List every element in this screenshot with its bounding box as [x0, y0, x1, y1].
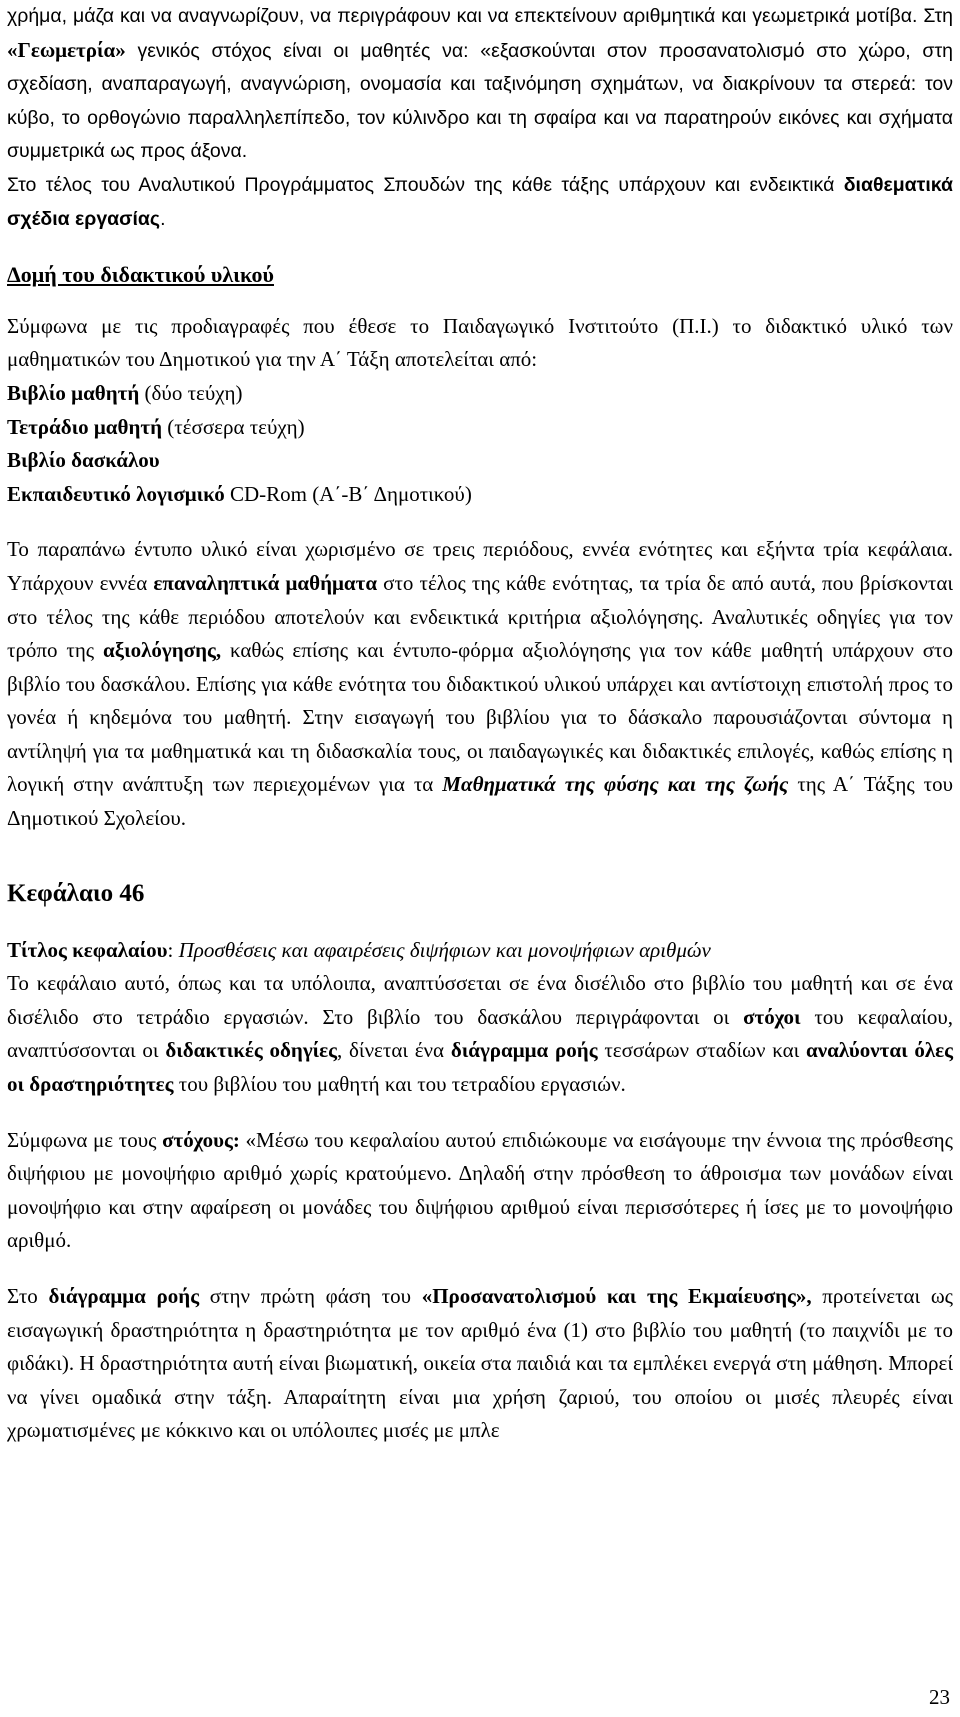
- section-paragraph-2: Το παραπάνω έντυπο υλικό είναι χωρισμένο σε τρεις περιόδους, εννέα ενότητες και εξήντα τρία κεφάλαια. Υπάρχουν εννέα επαναληπτικά μαθήματα στο τέλος της κάθε ενότητας, τα τρία δε από αυτά, που βρίσκονται στο τέλος της κάθε περιόδου αποτελούν και ενδεικτικά κριτήρια αξιολόγησης. Αναλυτικές οδηγίες για τον τρόπο της αξιολόγησης, καθώς επίσης και έντυπο-φόρμα αξιολόγησης για τον κάθε μαθητή υπάρχουν στο βιβλίο του δασκάλου. Επίσης για κάθε ενότητα του διδακτικού υλικού υπάρχει και αντίστοιχη επιστολή προς το γονέα ή κηδεμόνα του μαθητή. Στην εισαγωγή του βιβλίου για το δάσκαλο παρουσιάζονται σύντομα η αντίληψή για τα μαθηματικά και τη διδασκαλία τους, οι παιδαγωγικές και διδακτικές επιλογές, καθώς επίσης η λογική στην ανάπτυξη των περιεχομένων για τα Μαθηματικά της φύσης και της ζωής της Α΄ Τάξης του Δημοτικού Σχολείου.: [7, 537, 953, 831]
- chapter-title: Προσθέσεις και αφαιρέσεις διψήφιων και μονοψήφιων αριθμών: [178, 937, 711, 962]
- chapter-paragraph-3: Στο διάγραμμα ροής στην πρώτη φάση του «Προσανατολισμού και της Εκμαίευσης», προτείνεται ως εισαγωγική δραστηριότητα η δραστηριότητα με τον αριθμό ένα (1) στο βιβλίο του μαθητή (το παιχνίδι με το φιδάκι). Η δραστηριότητα αυτή είναι βιωματική, οικεία στα παιδιά και τα εμπλέκει ενεργά στη μάθηση. Μπορεί να γίνει ομαδικά στην τάξη. Απαραίτητη είναι μια χρήση ζαριού, του οποίου οι μισές πλευρές είναι χρωματισμένες με κόκκινο και οι υπόλοιπες μισές με μπλε: [7, 1284, 953, 1443]
- chapter-paragraph-1: Το κεφάλαιο αυτό, όπως και τα υπόλοιπα, αναπτύσσεται σε ένα δισέλιδο στο βιβλίο του μαθητή και σε ένα δισέλιδο στο τετράδιο εργασιών. Στο βιβλίο του δασκάλου περιγράφονται οι στόχοι του κεφαλαίου, αναπτύσσονται οι διδακτικές οδηγίες, δίνεται ένα διάγραμμα ροής τεσσάρων σταδίων και αναλύονται όλες οι δραστηριότητες του βιβλίου του μαθητή και του τετραδίου εργασιών.: [7, 971, 954, 1097]
- section-heading: Δομή του διδακτικού υλικού: [7, 262, 274, 288]
- intro-paragraph-2: Στο τέλος του Αναλυτικού Προγράμματος Σπουδών της κάθε τάξης υπάρχουν και ενδεικτικά διαθεματικά σχέδια εργασίας.: [7, 173, 953, 230]
- chapter-heading: Κεφάλαιο 46: [7, 879, 145, 907]
- document-page: [7, 0, 953, 1448]
- book-title: Μαθηματικά της φύσης και της ζωής: [442, 772, 789, 797]
- geometry-term: «Γεωμετρία»: [7, 37, 126, 62]
- page-number: 23: [929, 1685, 950, 1710]
- assessment-term: αξιολόγησης,: [102, 638, 222, 663]
- cross-thematic-term: διαθεματικά σχέδια εργασίας: [7, 173, 953, 230]
- list-item: Τετράδιο μαθητή (τέσσερα τεύχη): [7, 414, 305, 439]
- materials-list: [7, 377, 953, 511]
- list-item: Βιβλίο δασκάλου: [7, 448, 160, 473]
- list-item: Βιβλίο μαθητή (δύο τεύχη): [7, 380, 243, 405]
- review-lessons-term: επαναληπτικά μαθήματα: [153, 570, 378, 595]
- list-item: Εκπαιδευτικό λογισμικό CD-Rom (Α΄-Β΄ Δημοτικού): [7, 481, 472, 506]
- intro-paragraph: χρήμα, μάζα και να αναγνωρίζουν, να περιγράφουν και να επεκτείνουν αριθμητικά και γεωμετρικά μοτίβα. Στη «Γεωμετρία» γενικός στόχος είναι οι μαθητές να: «εξασκούνται στον προσανατολισμό στο χώρο, στη σχεδίαση, αναπαραγωγή, αναγνώριση, ονομασία και ταξινόμηση σχημάτων, να διακρίνουν τα στερεά: τον κύβο, το ορθογώνιο παραλληλεπίπεδο, τον κύλινδρο και τη σφαίρα και να παρατηρούν εικόνες και σχήματα συμμετρικά ως προς άξονα.: [7, 5, 953, 163]
- section-paragraph-1: Σύμφωνα με τις προδιαγραφές που έθεσε το Παιδαγωγικό Ινστιτούτο (Π.Ι.) το διδακτικό υλικό των μαθηματικών του Δημοτικού για την Α΄ Τάξη αποτελείται από:: [7, 313, 953, 372]
- intro-line-1: χρήμα, μάζα και να αναγνωρίζουν, να περιγράφουν και να επεκτείνουν αριθμητικά: [7, 5, 716, 27]
- chapter-paragraph-2: Σύμφωνα με τους στόχους: «Μέσω του κεφαλαίου αυτού επιδιώκουμε να εισάγουμε την έννοια της πρόσθεσης διψήφιου με μονοψήφιο αριθμό χωρίς κρατούμενο. Δηλαδή στην πρόσθεση το άθροισμα των μονάδων είναι μονοψήφιο και στην αφαίρεση οι μονάδες του διψήφιου αριθμού είναι περισσότερες ή ίσες με το μονοψήφιο αριθμό.: [7, 1127, 953, 1253]
- chapter-title-line: Τίτλος κεφαλαίου: Προσθέσεις και αφαιρέσεις διψήφιων και μονοψήφιων αριθμών: [7, 937, 711, 962]
